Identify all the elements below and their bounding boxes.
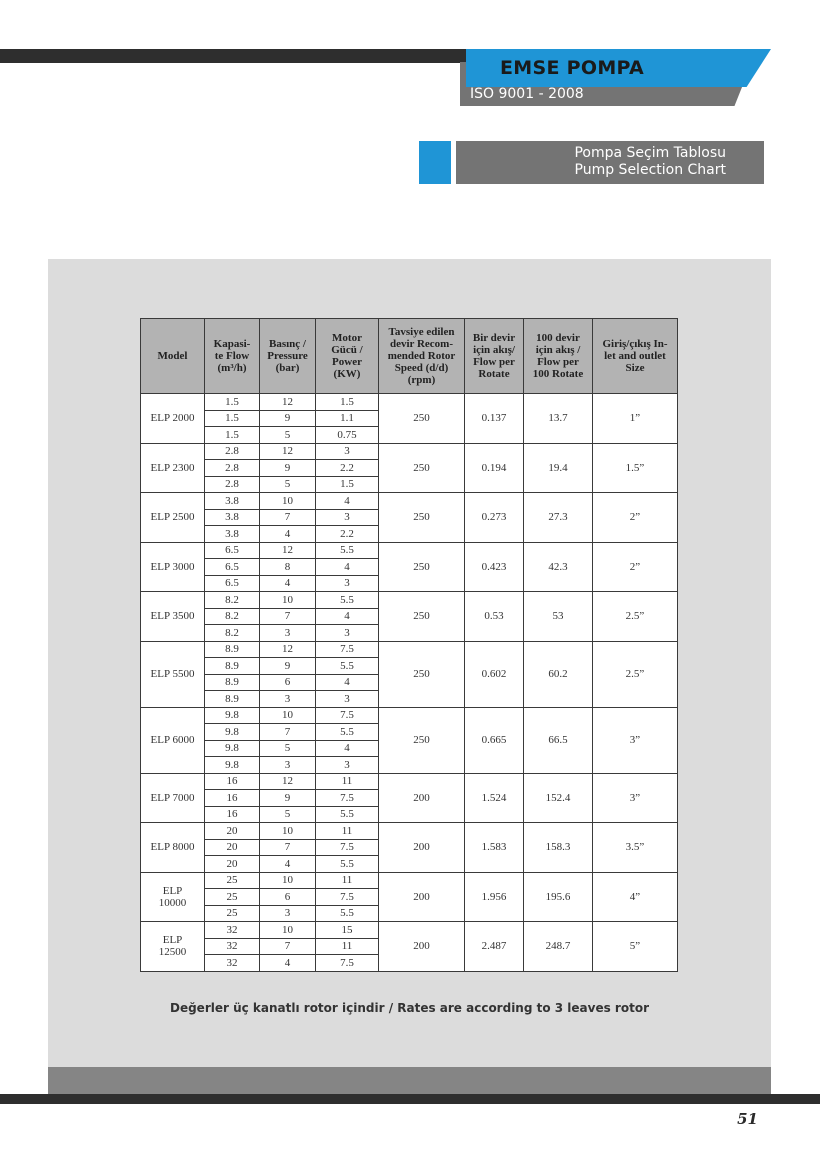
power-cell: 0.75: [316, 427, 379, 444]
power-cell: 15: [316, 922, 379, 939]
header-line: Rotate: [478, 368, 510, 380]
flow-cell: 25: [205, 872, 260, 889]
flow-cell: 8.9: [205, 641, 260, 658]
flow-cell: 6.5: [205, 575, 260, 592]
flow-per-rotate-cell: 1.956: [465, 872, 524, 922]
header-line: Giriş/çıkış In-: [602, 338, 668, 350]
flow-cell: 8.9: [205, 691, 260, 708]
power-cell: 11: [316, 823, 379, 840]
pressure-cell: 4: [260, 856, 316, 873]
pressure-cell: 7: [260, 509, 316, 526]
header-line: 100 devir: [536, 332, 580, 344]
header-dark-bar: [0, 49, 470, 63]
footer-dark-bar: [0, 1094, 820, 1104]
power-cell: 3: [316, 443, 379, 460]
power-cell: 3: [316, 575, 379, 592]
flow-cell: 16: [205, 806, 260, 823]
pressure-cell: 5: [260, 806, 316, 823]
table-header-row: [141, 319, 678, 394]
model-cell: [141, 823, 205, 873]
pressure-cell: 12: [260, 394, 316, 411]
table-row: [141, 443, 678, 460]
speed-cell: 250: [379, 592, 465, 642]
header-line: Pressure: [267, 350, 308, 362]
size-cell: 5”: [593, 922, 678, 972]
power-cell: 4: [316, 740, 379, 757]
model-cell: [141, 922, 205, 972]
power-cell: 5.5: [316, 592, 379, 609]
header-line: Bir devir: [472, 332, 516, 344]
flow-per-100-cell: 248.7: [524, 922, 593, 972]
flow-cell: 9.8: [205, 757, 260, 774]
pressure-cell: 7: [260, 839, 316, 856]
header-line: te Flow: [214, 350, 250, 362]
flow-cell: 32: [205, 922, 260, 939]
page-number: 51: [737, 1110, 758, 1128]
power-cell: 1.5: [316, 476, 379, 493]
pressure-cell: 10: [260, 592, 316, 609]
flow-cell: 1.5: [205, 427, 260, 444]
header-model: Model: [141, 319, 205, 394]
speed-cell: 200: [379, 773, 465, 823]
header-line: Kapasi-: [213, 338, 251, 350]
header-size: [593, 319, 678, 394]
table-row: [141, 542, 678, 559]
pressure-cell: 12: [260, 542, 316, 559]
flow-cell: 3.8: [205, 493, 260, 510]
flow-per-100-cell: 60.2: [524, 641, 593, 707]
flow-per-rotate-cell: 2.487: [465, 922, 524, 972]
pressure-cell: 4: [260, 526, 316, 543]
size-cell: 2”: [593, 542, 678, 592]
pressure-cell: 7: [260, 608, 316, 625]
size-cell: 3.5”: [593, 823, 678, 873]
flow-cell: 1.5: [205, 394, 260, 411]
power-cell: 3: [316, 509, 379, 526]
power-cell: 2.2: [316, 526, 379, 543]
table-body: [141, 394, 678, 972]
header-speed: [379, 319, 465, 394]
speed-cell: 250: [379, 493, 465, 543]
speed-cell: 250: [379, 542, 465, 592]
header-power: [316, 319, 379, 394]
flow-per-100-cell: 13.7: [524, 394, 593, 444]
pressure-cell: 10: [260, 872, 316, 889]
flow-cell: 3.8: [205, 509, 260, 526]
power-cell: 7.5: [316, 707, 379, 724]
power-cell: 11: [316, 773, 379, 790]
header-flow: [205, 319, 260, 394]
panel-footer-band: [48, 1067, 771, 1094]
model-cell: [141, 592, 205, 642]
speed-cell: 200: [379, 872, 465, 922]
model-cell: [141, 443, 205, 493]
flow-per-100-cell: 53: [524, 592, 593, 642]
speed-cell: 200: [379, 922, 465, 972]
table-row: [141, 872, 678, 889]
pump-selection-table: [140, 318, 678, 972]
power-cell: 1.1: [316, 410, 379, 427]
table-row: [141, 773, 678, 790]
pressure-cell: 10: [260, 922, 316, 939]
header-line: için akış /: [535, 344, 581, 356]
flow-cell: 8.2: [205, 625, 260, 642]
pressure-cell: 4: [260, 575, 316, 592]
header-line: (KW): [333, 368, 361, 380]
brand-name: EMSE POMPA: [500, 57, 645, 79]
flow-per-rotate-cell: 0.273: [465, 493, 524, 543]
header-line: Size: [625, 362, 645, 374]
header-line: (rpm): [407, 374, 436, 386]
header-flow-per-rotate: [465, 319, 524, 394]
header-pressure: [260, 319, 316, 394]
pump-selection-table-wrapper: [140, 318, 677, 972]
power-cell: 5.5: [316, 856, 379, 873]
power-cell: 7.5: [316, 889, 379, 906]
flow-cell: 25: [205, 905, 260, 922]
flow-per-rotate-cell: 0.194: [465, 443, 524, 493]
speed-cell: 200: [379, 823, 465, 873]
pressure-cell: 12: [260, 773, 316, 790]
power-cell: 2.2: [316, 460, 379, 477]
flow-cell: 32: [205, 938, 260, 955]
certification-label: ISO 9001 - 2008: [470, 86, 584, 102]
power-cell: 5.5: [316, 542, 379, 559]
size-cell: 3”: [593, 707, 678, 773]
speed-cell: 250: [379, 707, 465, 773]
size-cell: 2”: [593, 493, 678, 543]
pressure-cell: 6: [260, 889, 316, 906]
section-title-tr: Pompa Seçim Tablosu: [574, 145, 726, 161]
header-line: Flow per: [537, 356, 579, 368]
pressure-cell: 12: [260, 443, 316, 460]
table-row: [141, 641, 678, 658]
model-name: 12500: [158, 946, 187, 959]
pressure-cell: 3: [260, 905, 316, 922]
power-cell: 11: [316, 872, 379, 889]
flow-per-100-cell: 152.4: [524, 773, 593, 823]
power-cell: 5.5: [316, 806, 379, 823]
model-cell: [141, 493, 205, 543]
power-cell: 7.5: [316, 955, 379, 972]
flow-cell: 2.8: [205, 476, 260, 493]
power-cell: 4: [316, 674, 379, 691]
model-name: ELP 2300: [150, 461, 195, 474]
header-line: mended Rotor: [387, 350, 456, 362]
power-cell: 7.5: [316, 641, 379, 658]
table-row: [141, 922, 678, 939]
pressure-cell: 7: [260, 724, 316, 741]
flow-cell: 2.8: [205, 443, 260, 460]
flow-cell: 16: [205, 790, 260, 807]
size-cell: 2.5”: [593, 592, 678, 642]
pressure-cell: 5: [260, 740, 316, 757]
model-cell: [141, 394, 205, 444]
flow-per-rotate-cell: 1.583: [465, 823, 524, 873]
power-cell: 3: [316, 757, 379, 774]
model-name: ELP 3000: [150, 560, 195, 573]
header-line: let and outlet: [604, 350, 666, 362]
header-line: devir Recom-: [389, 338, 454, 350]
flow-cell: 1.5: [205, 410, 260, 427]
model-name: ELP 2000: [150, 412, 195, 425]
flow-per-100-cell: 19.4: [524, 443, 593, 493]
flow-per-100-cell: 27.3: [524, 493, 593, 543]
model-name: ELP: [162, 884, 183, 897]
flow-cell: 25: [205, 889, 260, 906]
flow-per-100-cell: 195.6: [524, 872, 593, 922]
pressure-cell: 3: [260, 625, 316, 642]
power-cell: 4: [316, 608, 379, 625]
header-line: Speed (d/d): [394, 362, 449, 374]
flow-cell: 20: [205, 839, 260, 856]
flow-per-100-cell: 66.5: [524, 707, 593, 773]
size-cell: 3”: [593, 773, 678, 823]
flow-cell: 16: [205, 773, 260, 790]
rotor-note: Değerler üç kanatlı rotor içindir / Rates are according to 3 leaves rotor: [169, 1001, 649, 1015]
power-cell: 1.5: [316, 394, 379, 411]
power-cell: 7.5: [316, 790, 379, 807]
power-cell: 3: [316, 691, 379, 708]
flow-per-rotate-cell: 0.665: [465, 707, 524, 773]
title-accent-square: [419, 141, 451, 184]
header-flow-per-100: [524, 319, 593, 394]
header-line: 100 Rotate: [532, 368, 584, 380]
model-cell: [141, 641, 205, 707]
table-row: [141, 493, 678, 510]
model-name: ELP 3500: [150, 610, 195, 623]
pressure-cell: 3: [260, 757, 316, 774]
section-title-box: [456, 141, 764, 184]
header-line: Gücü /: [331, 344, 363, 356]
power-cell: 5.5: [316, 724, 379, 741]
pressure-cell: 3: [260, 691, 316, 708]
flow-cell: 8.9: [205, 674, 260, 691]
size-cell: 2.5”: [593, 641, 678, 707]
model-name: 10000: [158, 896, 187, 909]
speed-cell: 250: [379, 443, 465, 493]
header-line: Motor: [332, 332, 362, 344]
header-line: (bar): [275, 362, 300, 374]
size-cell: 1.5”: [593, 443, 678, 493]
power-cell: 3: [316, 625, 379, 642]
model-cell: [141, 542, 205, 592]
header-line: Tavsiye edilen: [388, 326, 455, 338]
header-line: Power: [332, 356, 362, 368]
header-line: Flow per: [473, 356, 515, 368]
power-cell: 4: [316, 559, 379, 576]
flow-cell: 20: [205, 823, 260, 840]
section-title-en: Pump Selection Chart: [574, 162, 726, 178]
pressure-cell: 9: [260, 658, 316, 675]
size-cell: 1”: [593, 394, 678, 444]
pressure-cell: 8: [260, 559, 316, 576]
pressure-cell: 9: [260, 460, 316, 477]
model-cell: [141, 707, 205, 773]
flow-cell: 9.8: [205, 707, 260, 724]
header-line: için akış/: [473, 344, 515, 356]
flow-cell: 6.5: [205, 559, 260, 576]
flow-per-rotate-cell: 0.137: [465, 394, 524, 444]
flow-cell: 8.2: [205, 592, 260, 609]
pressure-cell: 6: [260, 674, 316, 691]
model-name: ELP 6000: [150, 734, 195, 746]
flow-per-rotate-cell: 0.53: [465, 592, 524, 642]
table-row: [141, 394, 678, 411]
flow-per-100-cell: 42.3: [524, 542, 593, 592]
pressure-cell: 9: [260, 790, 316, 807]
table-row: [141, 707, 678, 724]
power-cell: 4: [316, 493, 379, 510]
flow-cell: 32: [205, 955, 260, 972]
size-cell: 4”: [593, 872, 678, 922]
flow-per-rotate-cell: 0.602: [465, 641, 524, 707]
power-cell: 7.5: [316, 839, 379, 856]
model-name: ELP 8000: [150, 841, 195, 854]
model-cell: [141, 773, 205, 823]
power-cell: 5.5: [316, 905, 379, 922]
pressure-cell: 12: [260, 641, 316, 658]
table-row: [141, 592, 678, 609]
flow-cell: 8.9: [205, 658, 260, 675]
flow-per-100-cell: 158.3: [524, 823, 593, 873]
flow-cell: 3.8: [205, 526, 260, 543]
pressure-cell: 10: [260, 707, 316, 724]
pressure-cell: 7: [260, 938, 316, 955]
model-name: ELP 2500: [150, 511, 195, 524]
header-line: Basınç /: [269, 338, 306, 350]
flow-cell: 8.2: [205, 608, 260, 625]
power-cell: 11: [316, 938, 379, 955]
flow-cell: 20: [205, 856, 260, 873]
flow-cell: 9.8: [205, 724, 260, 741]
table-row: [141, 823, 678, 840]
power-cell: 5.5: [316, 658, 379, 675]
speed-cell: 250: [379, 394, 465, 444]
flow-cell: 6.5: [205, 542, 260, 559]
model-name: ELP 5500: [150, 668, 195, 680]
header-line: (m³/h): [217, 362, 247, 374]
model-name: ELP 7000: [150, 791, 195, 804]
pressure-cell: 5: [260, 427, 316, 444]
pressure-cell: 5: [260, 476, 316, 493]
pressure-cell: 9: [260, 410, 316, 427]
pressure-cell: 4: [260, 955, 316, 972]
flow-cell: 9.8: [205, 740, 260, 757]
model-cell: [141, 872, 205, 922]
flow-per-rotate-cell: 0.423: [465, 542, 524, 592]
pressure-cell: 10: [260, 493, 316, 510]
flow-cell: 2.8: [205, 460, 260, 477]
pressure-cell: 10: [260, 823, 316, 840]
speed-cell: 250: [379, 641, 465, 707]
flow-per-rotate-cell: 1.524: [465, 773, 524, 823]
model-name: ELP: [162, 934, 183, 947]
